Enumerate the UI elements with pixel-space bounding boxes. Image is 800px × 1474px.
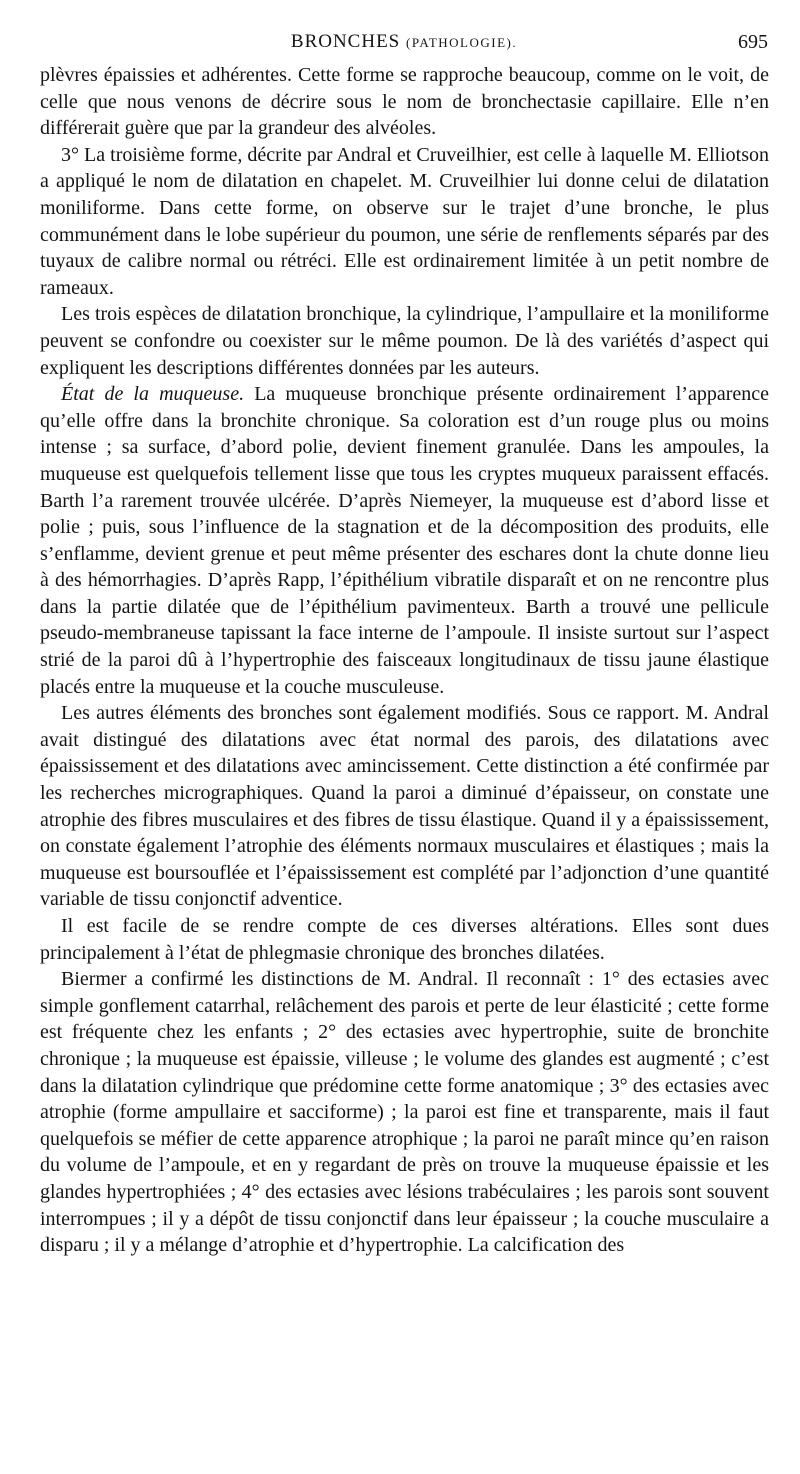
section-heading: État de la muqueuse. bbox=[61, 383, 245, 406]
paragraph-section bbox=[40, 381, 769, 700]
paragraph: Les trois espèces de dilatation bronchique, la cylindrique, l’ampullaire et la moniliforme peuvent se confondre ou coexister sur le même poumon. De là des variétés d’aspect qui expliquent les descriptions différentes données par les auteurs. bbox=[40, 303, 769, 379]
page-header bbox=[40, 31, 768, 55]
running-title bbox=[40, 31, 768, 53]
paragraph-text: La muqueuse bronchique présente ordinairement l’apparence qu’elle offre dans la bronchite chronique. Sa coloration est d’un rouge plus ou moins intense ; sa surface, d’abord polie, devient finement granulée. Dans les ampoules, la muqueuse est quelquefois tellement lisse que tous les cryptes muqueux paraissent effacés. Barth l’a rarement trouvée ulcérée. D’après Niemeyer, la muqueuse est d’abord lisse et polie ; puis, sous l’influence de la stagnation et de la décomposition des produits, elle s’enflamme, devient grenue et peut même présenter des eschares dont la chute donne lieu à des hémorrhagies. D’après Rapp, l’épithélium vibratile disparaît et on ne rencontre plus dans la partie dilatée que de l’épithélium pavimenteux. Barth a trouvé une pellicule pseudo-membraneuse tapissant la face interne de l’ampoule. Il insiste surtout sur l’aspect strié de la paroi dû à l’hypertrophie des faisceaux longitudinaux de tissu jaune élastique placés entre la muqueuse et la couche musculeuse. bbox=[40, 383, 769, 698]
paragraph: plèvres épaissies et adhérentes. Cette forme se rapproche beaucoup, comme on le voit, de celle que nous venons de décrire sous le nom de bronchectasie capillaire. Elle n’en différerait guère que par la grandeur des alvéoles. bbox=[40, 64, 769, 140]
page-number: 695 bbox=[738, 31, 768, 53]
paragraph: Il est facile de se rendre compte de ces diverses altérations. Elles sont dues principalement à l’état de phlegmasie chronique des bronches dilatées. bbox=[40, 915, 769, 964]
paragraph: Les autres éléments des bronches sont également modifiés. Sous ce rapport. M. Andral avait distingué des dilatations avec état normal des parois, des dilatations avec épaississement et des dilatations avec amincissement. Cette distinction a été confirmée par les recherches micrographiques. Quand la paroi a diminué d’épaisseur, on constate une atrophie des fibres musculaires et des fibres de tissu élastique. Quand il y a épaississement, on constate également l’atrophie des éléments normaux musculaires et élastiques ; mais la muqueuse est boursouflée et l’épaississement est complété par l’adjonction d’une quantité variable de tissu conjonctif adventice. bbox=[40, 702, 769, 911]
paragraph: Biermer a confirmé les distinctions de M. Andral. Il reconnaît : 1° des ectasies avec simple gonflement catarrhal, relâchement des parois et perte de leur élasticité ; cette forme est fréquente chez les enfants ; 2° des ectasies avec hypertrophie, suite de bronchite chronique ; la muqueuse est épaissie, villeuse ; le volume des glandes est augmenté ; c’est dans la dilatation cylindrique que prédomine cette forme anatomique ; 3° des ectasies avec atrophie (forme ampullaire et sacciforme) ; la paroi est fine et transparente, mais il faut quelquefois se méfier de cette apparence atrophique ; la paroi ne paraît mince qu’en raison du volume de l’ampoule, et en y regardant de près on trouve la muqueuse épaissie et les glandes hypertrophiées ; 4° des ectasies avec lésions trabéculaires ; les parois sont souvent interrompues ; il y a dépôt de tissu conjonctif dans leur épaisseur ; la couche musculaire a disparu ; il y a mélange d’atrophie et d’hypertrophie. La calcification des bbox=[40, 968, 769, 1257]
running-title-main: BRONCHES bbox=[290, 31, 401, 52]
paragraph: 3° La troisième forme, décrite par Andral et Cruveilhier, est celle à laquelle M. Elliotson a appliqué le nom de dilatation en chapelet. M. Cruveilhier lui donne celui de dilatation moniliforme. Dans cette forme, on observe sur le trajet d’une bronche, le plus communément dans le lobe supérieur du poumon, une série de renflements séparés par des tuyaux de calibre normal ou rétréci. Elle est ordinairement limitée à un petit nombre de rameaux. bbox=[40, 143, 769, 299]
page-body bbox=[40, 62, 769, 1259]
running-title-subtitle: (PATHOLOGIE). bbox=[406, 35, 518, 50]
